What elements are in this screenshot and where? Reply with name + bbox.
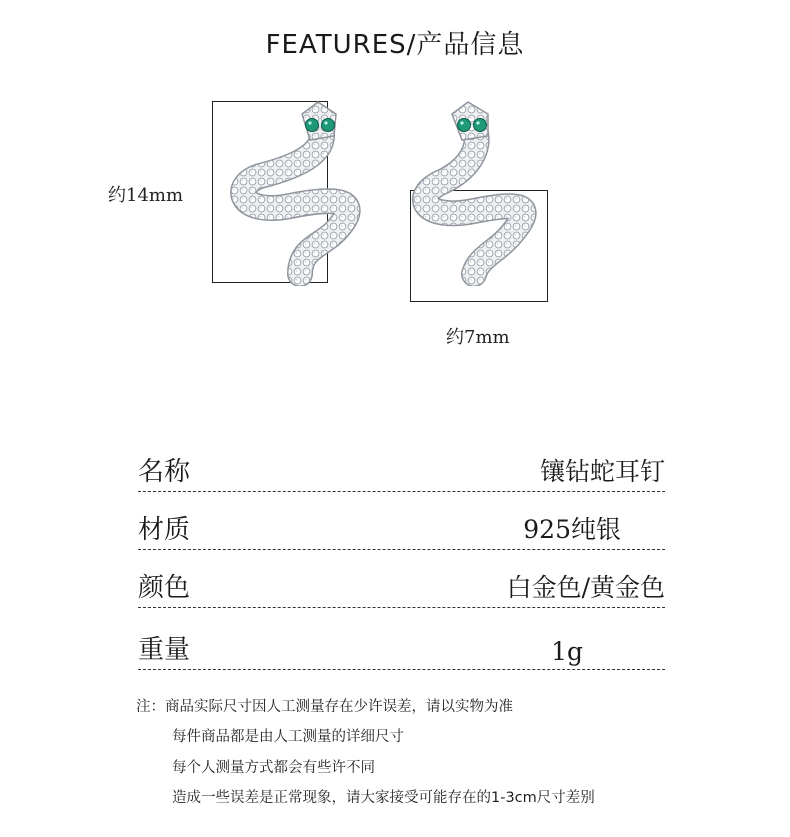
spec-value: 925纯银 — [523, 515, 621, 544]
spec-label: 名称 — [138, 457, 191, 487]
spec-value: 1g — [551, 637, 583, 666]
spec-label: 材质 — [138, 515, 191, 545]
snake-eye-right — [322, 119, 335, 132]
note-line-2: 每件商品都是由人工测量的详细尺寸 — [172, 729, 404, 745]
spec-value: 镶钻蛇耳钉 — [539, 457, 665, 486]
snake-eye-left — [458, 119, 471, 132]
spec-row-material — [138, 513, 665, 550]
height-dimension-label: 约14mm — [108, 185, 184, 206]
spec-label: 颜色 — [138, 573, 191, 603]
spec-value: 白金色/黄金色 — [506, 573, 665, 602]
snake-eye-left — [306, 119, 319, 132]
note-line-1: 注：商品实际尺寸因人工测量存在少许误差，请以实物为准 — [136, 699, 513, 715]
spec-row-name — [138, 455, 665, 492]
note-line-4: 造成一些误差是正常现象，请大家接受可能存在的1-3cm尺寸差别 — [172, 790, 595, 806]
spec-row-color — [138, 571, 665, 608]
page-title: FEATURES/产品信息 — [265, 30, 525, 60]
note-line-3: 每个人测量方式都会有些许不同 — [172, 760, 375, 776]
spec-row-weight — [138, 633, 665, 670]
snake-eye-right — [474, 119, 487, 132]
spec-label: 重量 — [138, 635, 191, 665]
snake-earring-right — [404, 96, 564, 286]
width-dimension-label: 约7mm — [446, 327, 510, 348]
snake-earring-left — [230, 96, 390, 286]
